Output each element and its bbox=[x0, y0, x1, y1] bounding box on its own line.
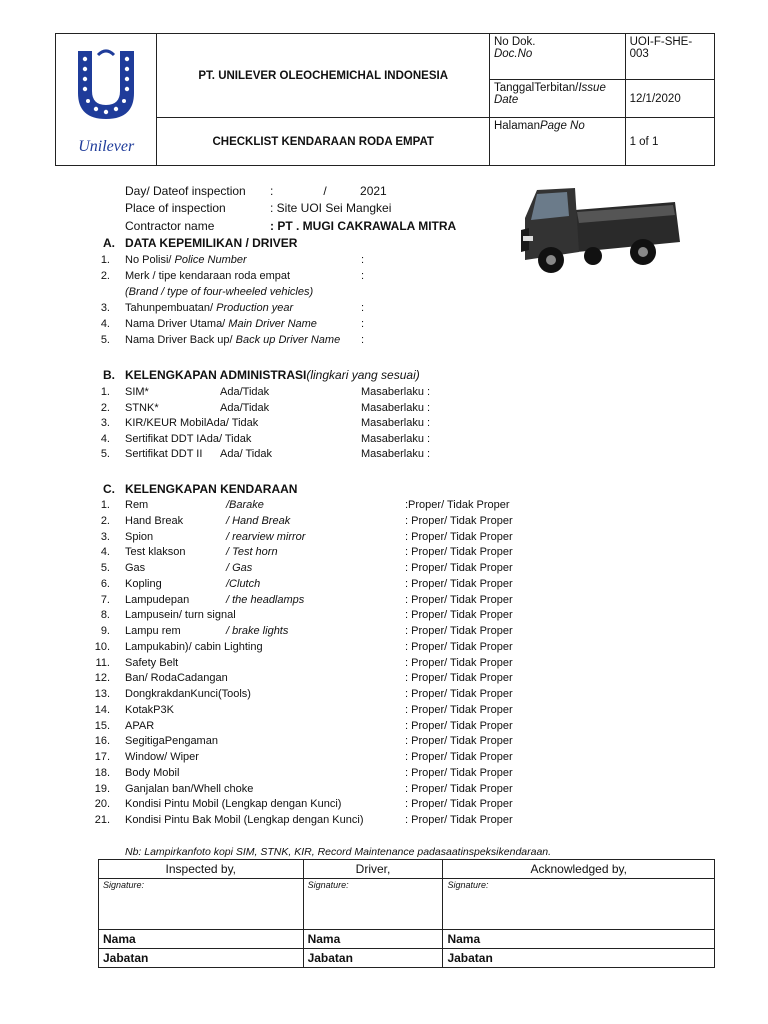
driver-signature-field[interactable]: Signature: bbox=[303, 879, 443, 930]
doc-no-value: UOI-F-SHE-003 bbox=[625, 34, 714, 80]
list-item-number: 8. bbox=[100, 609, 110, 622]
list-item-number: 14. bbox=[94, 703, 110, 716]
item-label: Test klakson bbox=[125, 546, 186, 559]
document-title: CHECKLIST KENDARAAN RODA EMPAT bbox=[157, 118, 490, 166]
proper-status-option[interactable]: : Proper/ Tidak Proper bbox=[405, 766, 513, 779]
equipment-label bbox=[125, 530, 153, 544]
equipment-label bbox=[125, 797, 341, 811]
list-item-number: 7. bbox=[100, 593, 110, 606]
equipment-label bbox=[125, 640, 263, 654]
list-item-number: 5. bbox=[100, 334, 110, 346]
section-b-title-note: (lingkari yang sesuai) bbox=[306, 368, 420, 382]
inspection-date-value: : / 2021 bbox=[270, 184, 387, 198]
list-item bbox=[125, 301, 293, 315]
list-item-number: 5. bbox=[100, 562, 110, 574]
section-c-letter: C. bbox=[103, 482, 115, 496]
list-item-number: 10. bbox=[94, 640, 110, 653]
document-label: Sertifikat DDT IAda/ Tidak bbox=[125, 432, 252, 445]
item-label: Lampudepan bbox=[125, 593, 190, 606]
proper-status-option[interactable]: : Proper/ Tidak Proper bbox=[405, 530, 513, 543]
item-colon: : bbox=[361, 318, 365, 330]
item-colon: : bbox=[361, 334, 365, 346]
item-label: Window/ Wiper bbox=[125, 751, 199, 763]
inspected-by-position-field[interactable]: Jabatan bbox=[99, 949, 304, 968]
equipment-label-en: / the headlamps bbox=[226, 593, 305, 606]
equipment-label-en: /Barake bbox=[226, 499, 264, 511]
proper-status-option[interactable]: : Proper/ Tidak Proper bbox=[405, 514, 513, 527]
inspected-by-signature-field[interactable]: Signature: bbox=[99, 879, 304, 930]
item-label: DongkrakdanKunci(Tools) bbox=[125, 688, 251, 700]
issue-date-label: TanggalTerbitan/ bbox=[493, 82, 579, 94]
page-no-value: 1 of 1 bbox=[625, 118, 714, 166]
proper-status-option[interactable]: : Proper/ Tidak Proper bbox=[405, 672, 513, 685]
proper-status-option[interactable]: : Proper/ Tidak Proper bbox=[405, 688, 513, 700]
equipment-label-en: / Hand Break bbox=[226, 514, 291, 527]
driver-position-field[interactable]: Jabatan bbox=[303, 949, 443, 968]
item-label-en: Main Driver Name bbox=[228, 318, 317, 330]
equipment-label bbox=[125, 719, 154, 733]
document-label: SIM* bbox=[125, 386, 149, 398]
list-item bbox=[125, 253, 247, 267]
section-b-title: KELENGKAPAN ADMINISTRASI bbox=[125, 368, 307, 382]
page-no-label-cell bbox=[489, 118, 625, 166]
item-label: KotakP3K bbox=[125, 703, 174, 716]
proper-status-option[interactable]: : Proper/ Tidak Proper bbox=[405, 546, 513, 559]
equipment-label-en: / Test horn bbox=[226, 546, 278, 559]
attachment-note: Nb: Lampirkanfoto kopi SIM, STNK, KIR, Record Maintenance padasaatinspeksikendaraan. bbox=[125, 846, 552, 858]
equipment-label bbox=[125, 671, 228, 685]
proper-status-option[interactable]: : Proper/ Tidak Proper bbox=[405, 593, 513, 606]
list-item-number: 1. bbox=[100, 254, 110, 266]
item-label: Spion bbox=[125, 530, 154, 543]
company-name: PT. UNILEVER OLEOCHEMICHAL INDONESIA bbox=[157, 34, 490, 118]
proper-status-option[interactable]: :Proper/ Tidak Proper bbox=[405, 499, 510, 511]
equipment-label bbox=[125, 656, 178, 670]
list-item-number: 17. bbox=[94, 751, 110, 763]
proper-status-option[interactable]: : Proper/ Tidak Proper bbox=[405, 577, 513, 590]
equipment-label-en: / rearview mirror bbox=[226, 530, 306, 543]
inspected-by-header: Inspected by, bbox=[99, 860, 304, 879]
pickup-truck-image bbox=[515, 180, 685, 285]
acknowledged-by-position-field[interactable]: Jabatan bbox=[443, 949, 715, 968]
proper-status-option[interactable]: : Proper/ Tidak Proper bbox=[405, 782, 513, 795]
list-item-number: 13. bbox=[94, 688, 110, 700]
proper-status-option[interactable]: : Proper/ Tidak Proper bbox=[405, 735, 513, 748]
list-item-number: 3. bbox=[100, 302, 110, 314]
proper-status-option[interactable]: : Proper/ Tidak Proper bbox=[405, 719, 513, 732]
item-label: Safety Belt bbox=[125, 656, 179, 669]
validity-label: Masaberlaku : bbox=[361, 448, 431, 460]
item-label: Gas bbox=[125, 562, 146, 574]
contractor-value: : PT . MUGI CAKRAWALA MITRA bbox=[270, 219, 457, 233]
equipment-label bbox=[125, 514, 183, 528]
item-label-en: (Brand / type of four-wheeled vehicles) bbox=[125, 286, 314, 298]
equipment-label bbox=[125, 703, 174, 717]
issue-date-value: 12/1/2020 bbox=[625, 80, 714, 118]
availability-option[interactable]: Ada/Tidak bbox=[220, 386, 270, 398]
item-label: Kopling bbox=[125, 577, 162, 590]
section-c-title: KELENGKAPAN KENDARAAN bbox=[125, 482, 298, 496]
document-label: Sertifikat DDT II bbox=[125, 448, 203, 460]
page-no-label: Halaman bbox=[493, 120, 540, 132]
list-item-number: 5. bbox=[100, 448, 110, 460]
list-item bbox=[125, 333, 340, 347]
driver-name-field[interactable]: Nama bbox=[303, 930, 443, 949]
inspected-by-name-field[interactable]: Nama bbox=[99, 930, 304, 949]
doc-no-label-en: Doc.No bbox=[493, 48, 533, 60]
list-item bbox=[125, 269, 290, 283]
unilever-logo-icon bbox=[66, 43, 146, 143]
item-label: Merk / tipe kendaraan roda empat bbox=[125, 270, 291, 282]
acknowledged-by-signature-field[interactable]: Signature: bbox=[443, 879, 715, 930]
doc-no-label-cell bbox=[489, 34, 625, 80]
list-item bbox=[125, 317, 317, 331]
item-label: Kondisi Pintu Mobil (Lengkap dengan Kunci) bbox=[125, 798, 342, 811]
item-label: Ban/ RodaCadangan bbox=[125, 672, 228, 685]
proper-status-option[interactable]: : Proper/ Tidak Proper bbox=[405, 798, 513, 811]
proper-status-option[interactable]: : Proper/ Tidak Proper bbox=[405, 562, 513, 574]
equipment-label-en: / Gas bbox=[226, 562, 253, 574]
proper-status-option[interactable]: : Proper/ Tidak Proper bbox=[405, 609, 513, 622]
section-b-title-wrap bbox=[125, 368, 420, 382]
issue-date-label-cell bbox=[489, 80, 625, 118]
validity-label: Masaberlaku : bbox=[361, 417, 431, 429]
list-item bbox=[125, 285, 313, 299]
list-item-number: 1. bbox=[100, 499, 110, 511]
item-label: APAR bbox=[125, 719, 155, 732]
inspection-date-label: Day/ Dateof inspection bbox=[125, 184, 246, 198]
section-a-title: DATA KEPEMILIKAN / DRIVER bbox=[125, 236, 298, 250]
issue-date-label-en: Issue Date bbox=[493, 82, 606, 106]
document-label: KIR/KEUR MobilAda/ Tidak bbox=[125, 417, 259, 429]
doc-no-label: No Dok. bbox=[493, 36, 536, 48]
logo-wordmark: Unilever bbox=[78, 138, 135, 155]
list-item-number: 12. bbox=[94, 672, 110, 685]
availability-option[interactable]: Ada/ Tidak bbox=[220, 448, 272, 460]
equipment-label bbox=[125, 766, 179, 780]
list-item-number: 6. bbox=[100, 577, 110, 590]
section-b-letter: B. bbox=[103, 368, 115, 382]
list-item-number: 16. bbox=[94, 735, 110, 748]
list-item-number: 2. bbox=[100, 401, 110, 414]
item-label: Body Mobil bbox=[125, 766, 180, 779]
validity-label: Masaberlaku : bbox=[361, 401, 431, 414]
equipment-label bbox=[125, 782, 253, 796]
inspection-place-label: Place of inspection bbox=[125, 201, 226, 215]
equipment-label bbox=[125, 750, 199, 764]
equipment-label-en: /Clutch bbox=[226, 577, 261, 590]
item-label: Lampukabin)/ cabin Lighting bbox=[125, 640, 263, 653]
item-label-en: Police Number bbox=[174, 254, 247, 266]
equipment-label bbox=[125, 624, 181, 638]
acknowledged-by-name-field[interactable]: Nama bbox=[443, 930, 715, 949]
item-label: Kondisi Pintu Bak Mobil (Lengkap dengan Kunci) bbox=[125, 814, 364, 826]
equipment-label bbox=[125, 608, 236, 622]
equipment-label bbox=[125, 593, 189, 607]
list-item-number: 9. bbox=[100, 625, 110, 637]
list-item-number: 2. bbox=[100, 270, 110, 282]
equipment-label bbox=[125, 734, 218, 748]
proper-status-option[interactable]: : Proper/ Tidak Proper bbox=[405, 656, 513, 669]
item-label: Lampu rem bbox=[125, 625, 181, 637]
list-item-number: 2. bbox=[100, 514, 110, 527]
availability-option[interactable]: Ada/Tidak bbox=[220, 401, 270, 414]
driver-header: Driver, bbox=[303, 860, 443, 879]
item-colon: : bbox=[361, 270, 365, 282]
equipment-label bbox=[125, 577, 162, 591]
item-label: Lampusein/ turn signal bbox=[125, 609, 236, 622]
item-label-en: Back up Driver Name bbox=[235, 334, 341, 346]
equipment-label bbox=[125, 545, 186, 559]
page-no-label-en: Page No bbox=[539, 120, 585, 132]
item-label-en: Production year bbox=[216, 302, 294, 314]
item-colon: : bbox=[361, 254, 365, 266]
item-label: Tahunpembuatan/ bbox=[125, 302, 217, 314]
list-item-number: 3. bbox=[100, 530, 110, 543]
list-item-number: 15. bbox=[94, 719, 110, 732]
list-item-number: 20. bbox=[94, 798, 110, 811]
document-label: STNK* bbox=[125, 401, 159, 414]
proper-status-option[interactable]: : Proper/ Tidak Proper bbox=[405, 814, 513, 826]
proper-status-option[interactable]: : Proper/ Tidak Proper bbox=[405, 625, 513, 637]
document-header bbox=[55, 33, 715, 166]
item-colon: : bbox=[361, 302, 365, 314]
list-item-number: 21. bbox=[94, 814, 110, 826]
item-label: SegitigaPengaman bbox=[125, 735, 218, 748]
item-label: No Polisi/ bbox=[125, 254, 175, 266]
item-label: Nama Driver Utama/ bbox=[125, 318, 229, 330]
list-item-number: 1. bbox=[100, 386, 110, 398]
item-label: Ganjalan ban/Whell choke bbox=[125, 782, 254, 795]
list-item-number: 4. bbox=[100, 432, 110, 445]
inspection-place-value: : Site UOI Sei Mangkei bbox=[270, 201, 392, 215]
signature-table bbox=[98, 859, 715, 968]
list-item-number: 19. bbox=[94, 782, 110, 795]
list-item-number: 18. bbox=[94, 766, 110, 779]
contractor-label: Contractor name bbox=[125, 219, 215, 233]
list-item-number: 11. bbox=[95, 656, 110, 669]
proper-status-option[interactable]: : Proper/ Tidak Proper bbox=[405, 703, 513, 716]
equipment-label bbox=[125, 687, 251, 701]
logo-cell bbox=[56, 34, 157, 166]
proper-status-option[interactable]: : Proper/ Tidak Proper bbox=[405, 640, 513, 653]
validity-label: Masaberlaku : bbox=[361, 432, 431, 445]
equipment-label bbox=[125, 498, 148, 512]
list-item-number: 4. bbox=[100, 318, 110, 330]
section-a-letter: A. bbox=[103, 236, 115, 250]
equipment-label-en: / brake lights bbox=[226, 625, 289, 637]
acknowledged-by-header: Acknowledged by, bbox=[443, 860, 715, 879]
proper-status-option[interactable]: : Proper/ Tidak Proper bbox=[405, 751, 513, 763]
list-item-number: 4. bbox=[100, 546, 110, 559]
item-label: Hand Break bbox=[125, 514, 184, 527]
list-item-number: 3. bbox=[100, 417, 110, 429]
equipment-label bbox=[125, 561, 145, 575]
equipment-label bbox=[125, 813, 363, 827]
item-label: Nama Driver Back up/ bbox=[125, 334, 236, 346]
validity-label: Masaberlaku : bbox=[361, 386, 431, 398]
item-label: Rem bbox=[125, 499, 149, 511]
